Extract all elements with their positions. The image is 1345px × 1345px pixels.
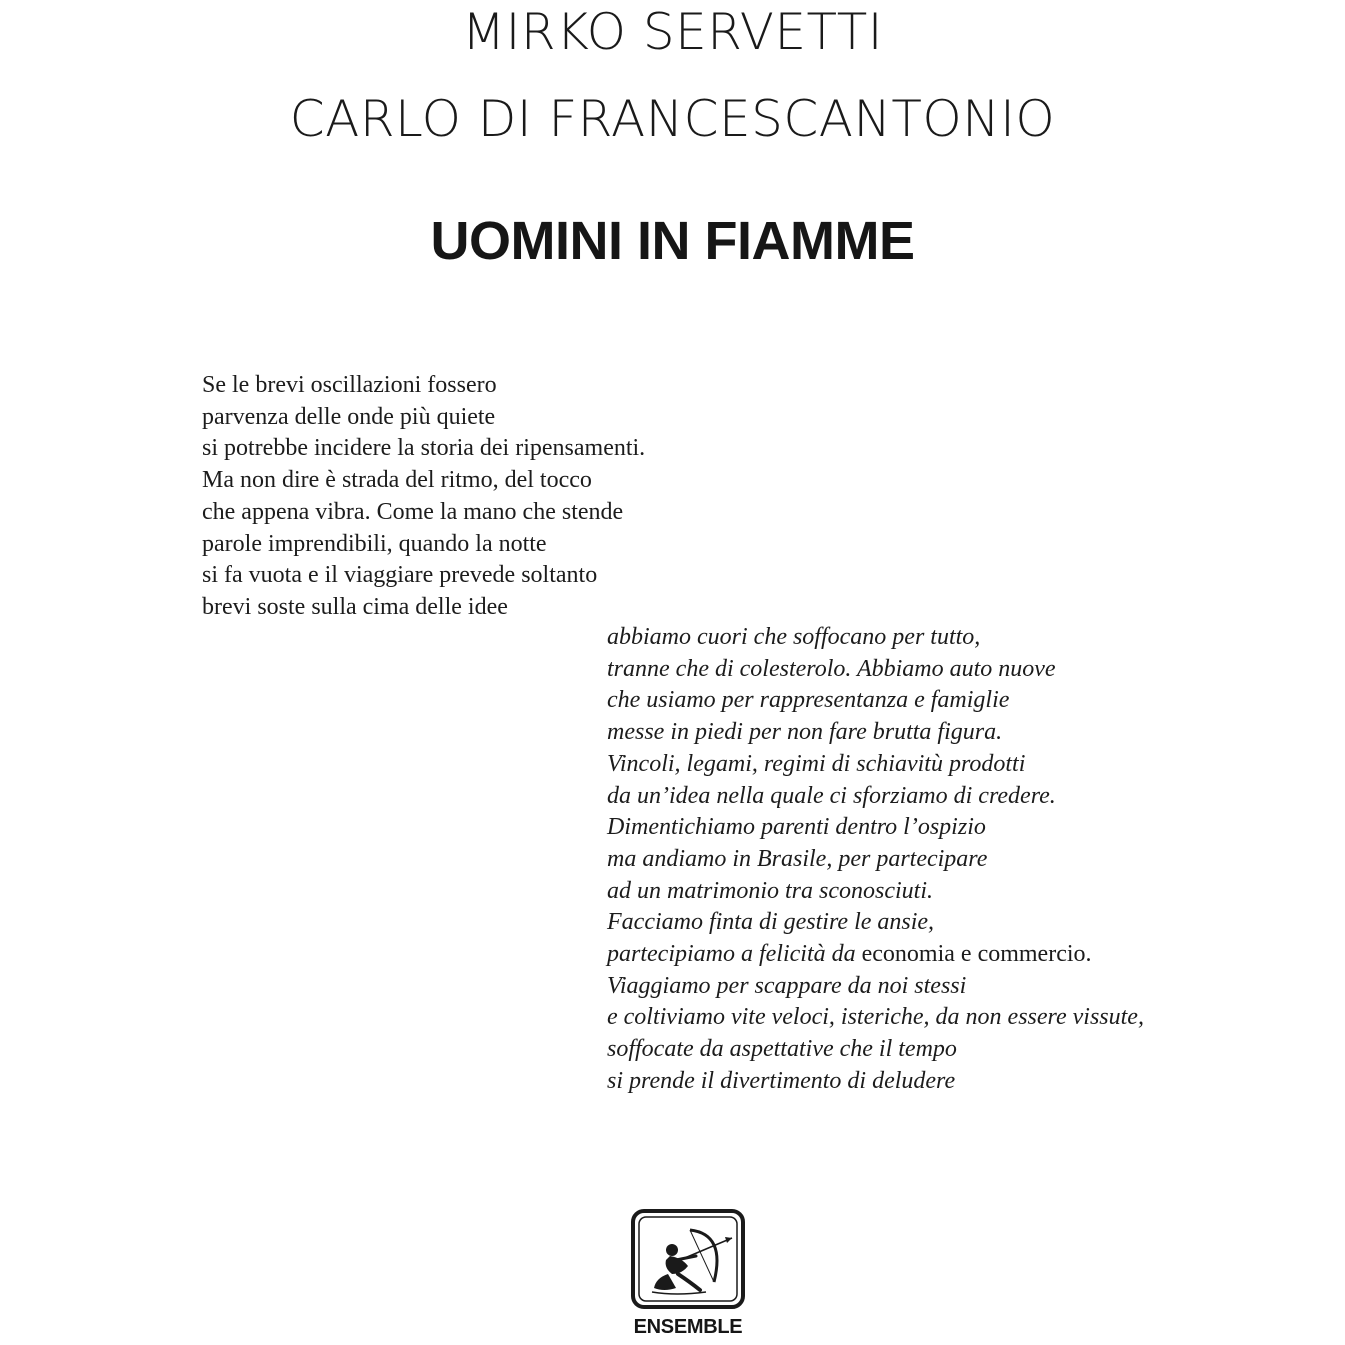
book-title: UOMINI IN FIAMME [430,211,915,272]
author-name-2: CARLO DI FRANCESCANTONIO [289,90,1056,148]
poem-stanza-1 [202,370,645,624]
poem-line: abbiamo cuori che soffocano per tutto, [607,624,981,650]
poem-line: che usiamo per rappresentanza e famiglie [607,687,1010,714]
poem-line: ma andiamo in Brasile, per partecipare [607,845,988,872]
archer-logo-icon [630,1208,746,1310]
author-name-1: MIRKO SERVETTI [461,3,883,61]
poem-line: brevi soste sulla cima delle idee [202,593,508,620]
poem-line: parvenza delle onde più quiete [202,403,496,430]
poem-line: che appena vibra. Come la mano che stende [202,498,624,525]
poem-line: da un’idea nella quale ci sforziamo di credere. [607,782,1056,809]
poem-line: parole imprendibili, quando la notte [202,530,547,557]
poem-line: Vincoli, legami, regimi di schiavitù prodotti [607,750,1026,777]
poem-line: Ma non dire è strada del ritmo, del tocco [202,467,592,494]
poem-line: Se le brevi oscillazioni fossero [202,372,497,398]
poem-line: Facciamo finta di gestire le ansie, [607,909,935,936]
poem-line: si fa vuota e il viaggiare prevede soltanto [202,562,598,589]
poem-line [607,939,1144,971]
poem-line: soffocate da aspettative che il tempo [607,1036,957,1063]
poem-line: Dimentichiamo parenti dentro l’ospizio [607,814,986,841]
poem-stanza-2 [607,622,1144,1098]
poem-line: e coltiviamo vite veloci, isteriche, da non essere vissute, [607,1004,1144,1031]
poem-line: Viaggiamo per scappare da noi stessi [607,972,967,999]
poem-line-italic-part: partecipiamo a felicità da [607,941,856,968]
poem-line-upright-part: economia e commercio. [861,941,1092,968]
poem-line: ad un matrimonio tra sconosciuti. [607,877,934,904]
poem-line: tranne che di colesterolo. Abbiamo auto nuove [607,655,1056,682]
publisher-name: ENSEMBLE [633,1316,743,1338]
poem-line: messe in piedi per non fare brutta figura. [607,719,1003,746]
poem-line: si potrebbe incidere la storia dei ripensamenti. [202,435,646,462]
poem-line: si prende il divertimento di deludere [607,1067,956,1094]
